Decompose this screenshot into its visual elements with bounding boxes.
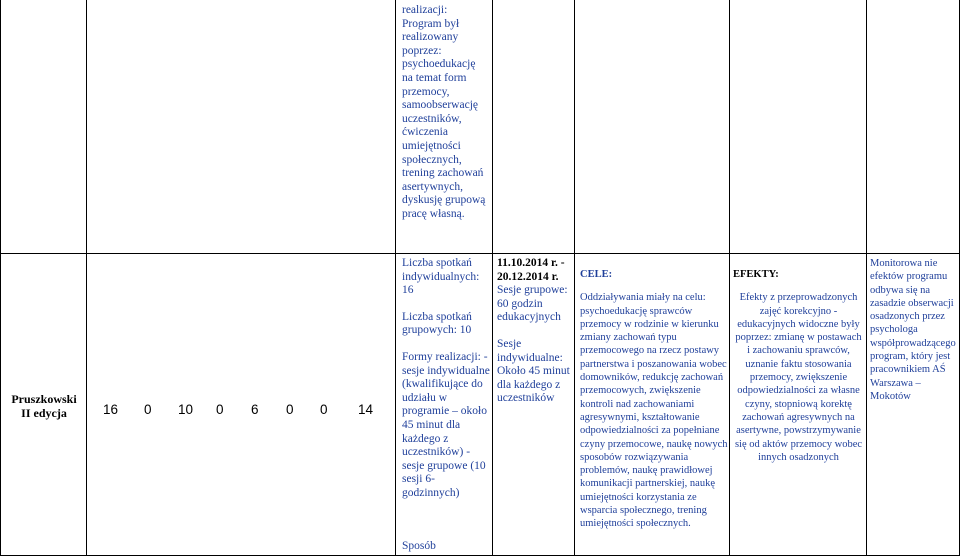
column-divider [574,0,575,556]
individual-meetings-count: Liczba spotkań indywidualnych: 16 [402,257,480,297]
schedule-cell [497,257,573,406]
number-value: 14 [358,402,374,417]
number-value: 16 [103,402,119,417]
monitoring-text: Monitorowa nie efektów programu odbywa się na zasadzie obserwacji osadzonych przez psychologa współprowadzącego program, który jest pracownikiem AŚ Warszawa – Mokotów [870,258,956,402]
realization-description: realizacji: Program był realizowany poprzez: psychoedukację na temat form przemocy, samoobserwację uczestników, ćwiczenia umiejętności społecznych, trening zachowań asertywnych, dyskusję grupową pracę własną. [402,4,486,220]
number-value: 6 [251,402,259,417]
group-sessions-info: Sesje grupowe: 60 godzin edukacyjnych [497,284,568,324]
column-divider [492,0,493,556]
organization-name: Pruszkowski II edycja [11,392,77,420]
goals-text: Oddziaływania miały na celu: psychoedukację sprawców przemocy w rodzinie w kierunku zmiany zachowań typu przemocowego na rzecz postawy partnerstwa i poszanowania wobec domowników, redukcję zachowań przemocowych, zwiększenie kontroli nad zachowaniami agresywnymi, kształtowanie odpowiedzialności za popełniane czyny przemocowe, naukę nowych sposobów rozwiązywania problemów, naukę prawidłowej komunikacji partnerskiej, naukę umiejętności korzystania ze wsparcia społecznego, trening umiejętności społecznych. [580,292,728,530]
effects-text: Efekty z przeprowadzonych zajęć korekcyjno - edukacyjnych widoczne były poprzez: zmianę w postawach i zachowaniu sprawców, uznanie faktu stosowania przemocy, zwiększenie odpowiedzialności za własne czyny, stopniową korektę zachowań agresywnych na asertywne, powstrzymywanie się od aktów przemocy wobec innych osadzonych [734,292,863,463]
realization-forms: Formy realizacji: - sesje indywidualne (kwalifikujące do udziału w programie – około 45 minut dla każdego z uczestników) - sesje grupowe (10 sesji 6-godzinnych) [402,350,490,499]
column-divider [86,0,87,556]
number-value: 0 [286,402,294,417]
date-range: 11.10.2014 r. - 20.12.2014 r. [497,257,565,283]
column-divider [395,0,396,556]
goals-title: CELE: [580,268,613,280]
effects-title: EFEKTY: [733,268,779,280]
table-border-left [0,0,1,556]
realization-details [402,257,490,501]
number-value: 0 [144,402,152,417]
number-value: 10 [178,402,194,417]
method-label: Sposób [402,540,436,552]
individual-sessions-info: Sesje indywidualne: Około 45 minut dla każdego z uczestników [497,337,570,405]
number-value: 0 [320,402,328,417]
group-meetings-count: Liczba spotkań grupowych: 10 [402,310,472,337]
number-value: 0 [216,402,224,417]
column-divider [866,0,867,556]
effects-cell [733,257,864,475]
row-divider [0,253,960,254]
goals-cell [580,257,728,541]
column-divider [729,0,730,556]
